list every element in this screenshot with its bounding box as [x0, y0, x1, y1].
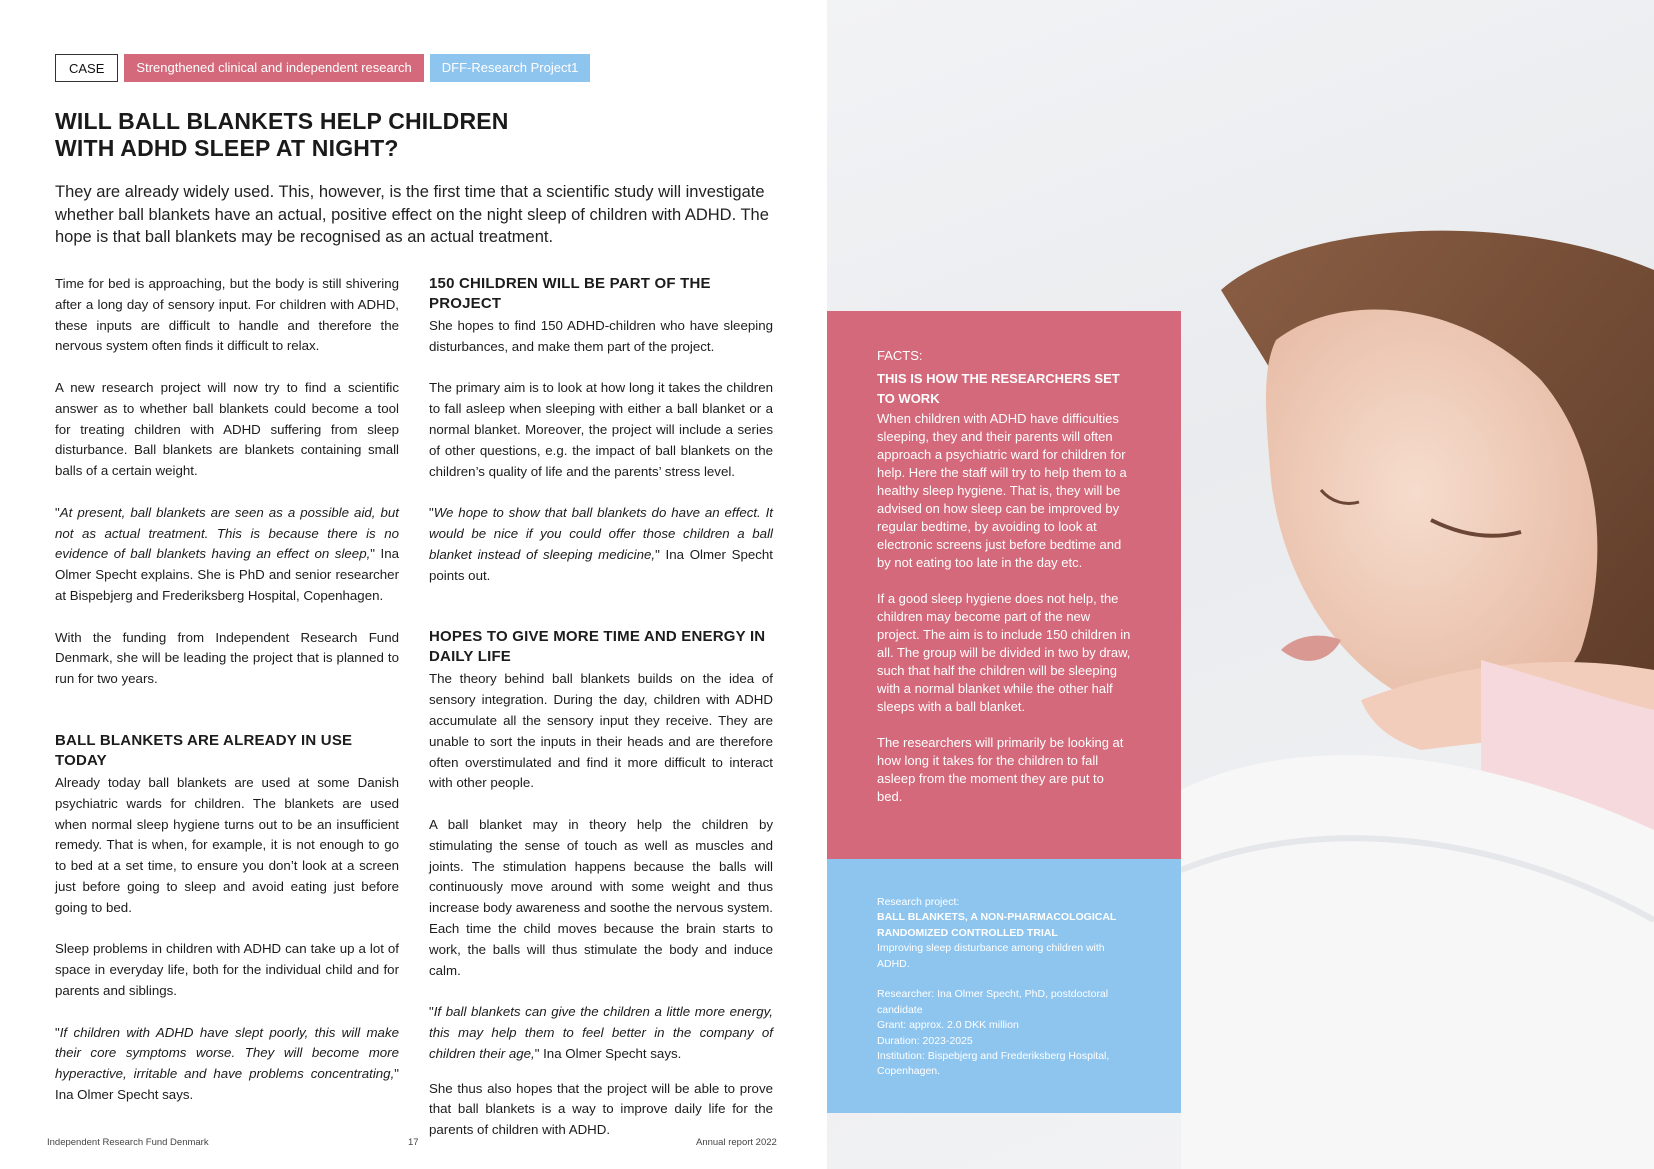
- paragraph: A new research project will now try to find a scientific answer as to whether ball blankets could become a tool for treating children with ADHD suffering from sleep disturbance. Ball blankets are blankets containing small balls of a certain weight.: [55, 379, 399, 479]
- tag-row: [55, 54, 590, 82]
- text-column-1: [55, 274, 399, 1126]
- facts-paragraph: The researchers will primarily be looking at how long it takes for the children to fall asleep from the moment they are put to bed.: [877, 735, 1124, 804]
- paragraph: She hopes to find 150 ADHD-children who have sleeping disturbances, and make them part of the project.: [429, 318, 773, 354]
- footer-page-number: 17: [408, 1137, 419, 1148]
- facts-box: [827, 311, 1181, 859]
- paragraph: She thus also hopes that the project will be able to prove that ball blankets is a way to improve daily life for the parents of children with ADHD.: [429, 1080, 773, 1138]
- quote-mark: ": [55, 504, 60, 520]
- project-duration: Duration: 2023-2025: [877, 1034, 973, 1047]
- page-title: [55, 108, 555, 162]
- text-column-2: [429, 274, 773, 1162]
- project-grant: Grant: approx. 2.0 DKK million: [877, 1019, 1019, 1032]
- quote-attribution: " Ina Olmer Specht points out.: [429, 546, 773, 583]
- project-researcher: Researcher: Ina Olmer Specht, PhD, postdoctoral candidate: [877, 988, 1109, 1016]
- quote-text: If children with ADHD have slept poorly, this will make their core symptoms worse. They will become more hyperactive, irritable and have problems concentrating,: [55, 1024, 399, 1082]
- case-tag: CASE: [55, 54, 118, 82]
- quote-attribution: " Ina Olmer Specht says.: [55, 1066, 399, 1102]
- lead-paragraph: They are already widely used. This, however, is the first time that a scientific study will investigate whether ball blankets have an actual, positive effect on the night sleep of children with ADHD. The hope is that ball blankets may be recognised as an actual treatment.: [55, 183, 769, 246]
- project-title: BALL BLANKETS, A NON-PHARMACOLOGICAL RANDOMIZED CONTROLLED TRIAL: [877, 911, 1117, 939]
- title-line: WITH ADHD SLEEP AT NIGHT?: [55, 135, 399, 161]
- quote-mark: ": [429, 505, 434, 521]
- project-label: Research project:: [877, 896, 960, 908]
- quote-mark: ": [55, 1024, 60, 1040]
- project-subtitle: Improving sleep disturbance among children with ADHD.: [877, 942, 1105, 970]
- quote-text: We hope to show that ball blankets do have an effect. It would be nice if you could offer those children a ball blanket instead of sleeping medicine,: [429, 505, 773, 562]
- title-line: WILL BALL BLANKETS HELP CHILDREN: [55, 108, 509, 134]
- quote-attribution: " Ina Olmer Specht says.: [534, 1045, 682, 1061]
- paragraph: Already today ball blankets are used at some Danish psychiatric wards for children. The blankets are used when normal sleep hygiene turns out to be an insufficient remedy. That is when, for example, it is not enough to go to bed at a set time, to ensure you don’t look at a screen just before going to sleep and avoid eating just before going to bed.: [55, 774, 399, 915]
- facts-paragraph: If a good sleep hygiene does not help, the children may become part of the new project. The aim is to include 150 children in all. The group will be divided in two by draw, such that half the children will be sleeping with a normal blanket while the other half sleeps with a ball blanket.: [877, 591, 1131, 714]
- facts-heading: THIS IS HOW THE RESEARCHERS SET TO WORK: [877, 371, 1120, 406]
- facts-paragraph: When children with ADHD have difficulties sleeping, they and their parents will often approach a psychiatric ward for children for help. Here the staff will try to help them to a healthy sleep hygiene. That is, they will be advised on how sleep can be improved by regular bedtime, by avoiding to look at electronic screens just before bedtime and by not eating too late in the day etc.: [877, 411, 1127, 570]
- paragraph: With the funding from Independent Research Fund Denmark, she will be leading the project that is planned to run for two years.: [55, 629, 399, 687]
- quote-text: If ball blankets can give the children a little more energy, this may help them to feel better in the company of children their age,: [429, 1004, 773, 1061]
- theme-tag: Strengthened clinical and independent research: [124, 54, 423, 82]
- section-heading: BALL BLANKETS ARE ALREADY IN USE TODAY: [55, 731, 353, 769]
- research-project-box: [827, 859, 1181, 1113]
- quote-paragraph: [55, 1023, 399, 1106]
- project-institution: Institution: Bispebjerg and Frederiksberg Hospital, Copenhagen.: [877, 1050, 1110, 1078]
- footer-org: Independent Research Fund Denmark: [47, 1137, 209, 1148]
- facts-label: FACTS:: [877, 348, 923, 363]
- quote-paragraph: [429, 1002, 773, 1064]
- paragraph: Time for bed is approaching, but the body is still shivering after a long day of sensory input. For children with ADHD, these inputs are difficult to handle and therefore the nervous system often finds it difficult to relax.: [55, 276, 399, 354]
- quote-mark: ": [429, 1004, 434, 1020]
- footer-report: Annual report 2022: [696, 1137, 777, 1148]
- quote-text: At present, ball blankets are seen as a possible aid, but not as actual treatment. This is because there is no evidence of ball blankets having an effect on sleep,: [55, 504, 399, 562]
- quote-paragraph: [429, 503, 773, 586]
- quote-attribution: " Ina Olmer Specht explains. She is PhD and senior researcher at Bispebjerg and Frederiksberg Hospital, Copenhagen.: [55, 546, 399, 603]
- paragraph: Sleep problems in children with ADHD can take up a lot of space in everyday life, both for the individual child and for parents and siblings.: [55, 941, 399, 998]
- paragraph: The primary aim is to look at how long it takes the children to fall asleep when sleeping with either a ball blanket or a normal blanket. Moreover, the project will include a series of other questions, e.g. the impact of ball blankets on the children’s quality of life and the parents’ stress level.: [429, 380, 773, 479]
- sleeping-child-photo: [1181, 230, 1654, 1169]
- right-page: [827, 0, 1654, 1169]
- quote-paragraph: [55, 503, 399, 607]
- section-heading: 150 CHILDREN WILL BE PART OF THE PROJECT: [429, 275, 711, 312]
- section-heading: HOPES TO GIVE MORE TIME AND ENERGY IN DAILY LIFE: [429, 628, 766, 666]
- paragraph: A ball blanket may in theory help the children by stimulating the sense of touch as well as muscles and joints. The stimulation happens because the balls will continuously move around with some weight and thus increase body awareness and soothe the nervous system. Each time the child moves because the brain starts to work, the balls will thus stimulate the body and induce calm.: [429, 816, 773, 978]
- project-tag: DFF-Research Project1: [430, 54, 591, 82]
- paragraph: The theory behind ball blankets builds on the idea of sensory integration. During the day, children with ADHD accumulate all the sensory input they receive. They are unable to sort the inputs in their heads and are therefore often overstimulated and find it more difficult to interact with other people.: [429, 671, 773, 791]
